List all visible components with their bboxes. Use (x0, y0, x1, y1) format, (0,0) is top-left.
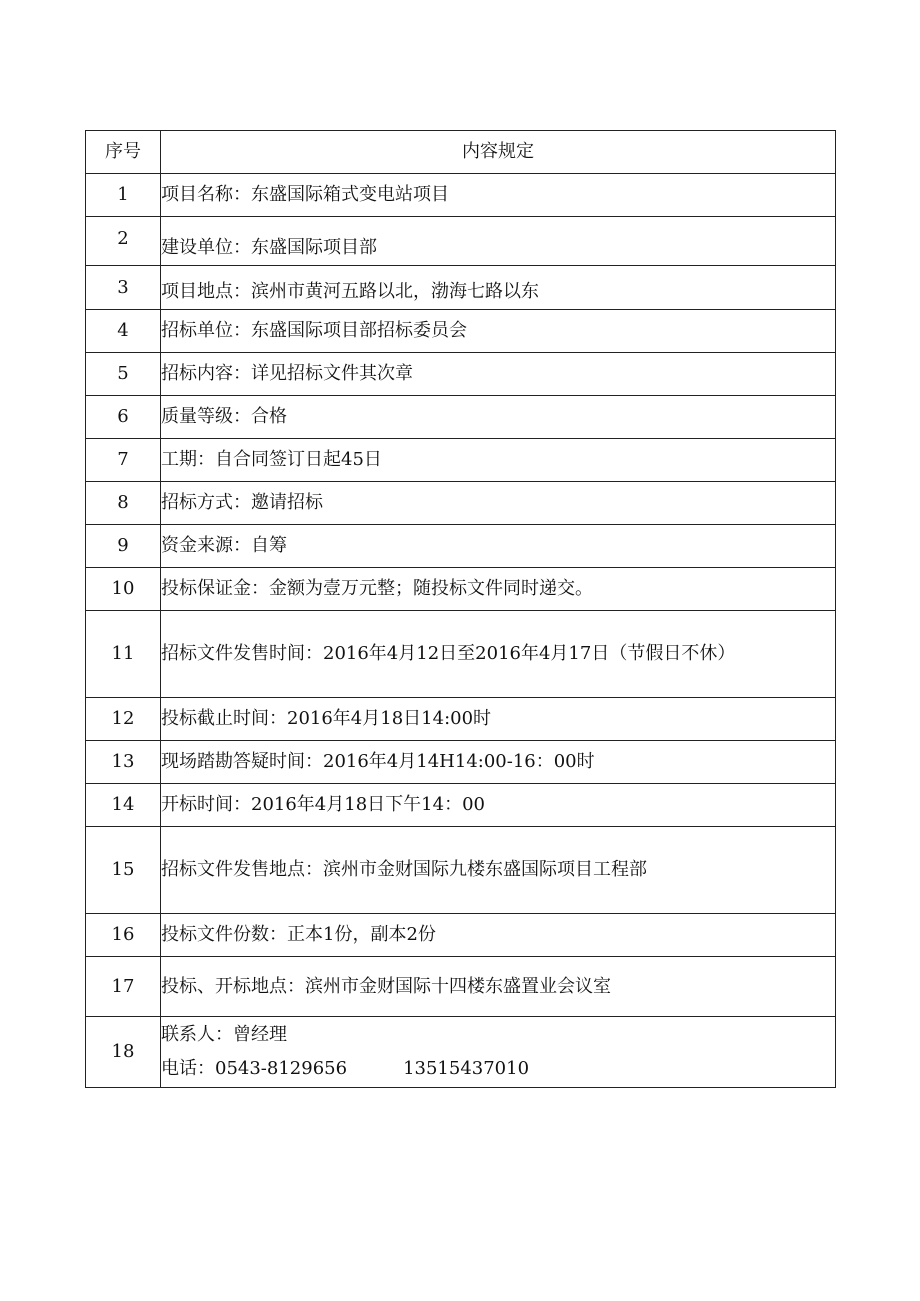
table-row (86, 568, 836, 611)
tender-unit-cell: 招标单位：东盛国际项目部招标委员会 (161, 310, 836, 353)
builder-cell: 建设单位：东盛国际项目部 (161, 217, 836, 266)
table-row (86, 266, 836, 310)
document-sale-time-cell: 招标文件发售时间：2016年4月12日至2016年4月17日（节假日不休） (161, 611, 836, 698)
row-number: 10 (86, 568, 161, 611)
duration-cell: 工期：自合同签订日起45日 (161, 439, 836, 482)
table-row (86, 174, 836, 217)
table-row (86, 482, 836, 525)
contact-phone: 电话：0543-8129656 (161, 1058, 348, 1079)
contact-cell (161, 1017, 836, 1088)
row-number: 2 (86, 217, 161, 266)
row-number: 15 (86, 827, 161, 914)
fund-source-cell: 资金来源：自筹 (161, 525, 836, 568)
row-number: 16 (86, 914, 161, 957)
table-row (86, 353, 836, 396)
row-number: 9 (86, 525, 161, 568)
row-number: 12 (86, 698, 161, 741)
site-visit-time-cell: 现场踏勘答疑时间：2016年4月14H14:00-16：00时 (161, 741, 836, 784)
project-name-cell: 项目名称：东盛国际箱式变电站项目 (161, 174, 836, 217)
table-row (86, 611, 836, 698)
table-row (86, 439, 836, 482)
quality-grade-cell: 质量等级：合格 (161, 396, 836, 439)
header-content-rules: 内容规定 (161, 131, 836, 174)
bidding-info-table (85, 130, 836, 1088)
document-sale-location-cell: 招标文件发售地点：滨州市金财国际九楼东盛国际项目工程部 (161, 827, 836, 914)
row-number: 6 (86, 396, 161, 439)
row-number: 4 (86, 310, 161, 353)
contact-person: 联系人：曾经理 (161, 1024, 287, 1045)
table-row (86, 827, 836, 914)
row-number: 5 (86, 353, 161, 396)
table-row (86, 396, 836, 439)
tender-content-cell: 招标内容：详见招标文件其次章 (161, 353, 836, 396)
table-row (86, 217, 836, 266)
row-number: 3 (86, 266, 161, 310)
bid-bond-cell: 投标保证金：金额为壹万元整；随投标文件同时递交。 (161, 568, 836, 611)
row-number: 1 (86, 174, 161, 217)
table-row (86, 741, 836, 784)
row-number: 17 (86, 957, 161, 1017)
row-number: 8 (86, 482, 161, 525)
row-number: 7 (86, 439, 161, 482)
tender-method-cell: 招标方式：邀请招标 (161, 482, 836, 525)
table-row (86, 1017, 836, 1088)
bid-opening-time-cell: 开标时间：2016年4月18日下午14：00 (161, 784, 836, 827)
table-header-row (86, 131, 836, 174)
project-location-cell: 项目地点：滨州市黄河五路以北，渤海七路以东 (161, 266, 836, 310)
table-row (86, 914, 836, 957)
contact-phone-line (161, 1052, 835, 1086)
bid-location-cell: 投标、开标地点：滨州市金财国际十四楼东盛置业会议室 (161, 957, 836, 1017)
header-serial-number: 序号 (86, 131, 161, 174)
table-row (86, 698, 836, 741)
row-number: 13 (86, 741, 161, 784)
contact-mobile: 13515437010 (403, 1058, 530, 1079)
table-row (86, 310, 836, 353)
table-row (86, 525, 836, 568)
row-number: 14 (86, 784, 161, 827)
copies-count-cell: 投标文件份数：正本1份，副本2份 (161, 914, 836, 957)
table-row (86, 784, 836, 827)
row-number: 11 (86, 611, 161, 698)
bid-deadline-cell: 投标截止时间：2016年4月18日14:00时 (161, 698, 836, 741)
table-row (86, 957, 836, 1017)
row-number: 18 (86, 1017, 161, 1088)
